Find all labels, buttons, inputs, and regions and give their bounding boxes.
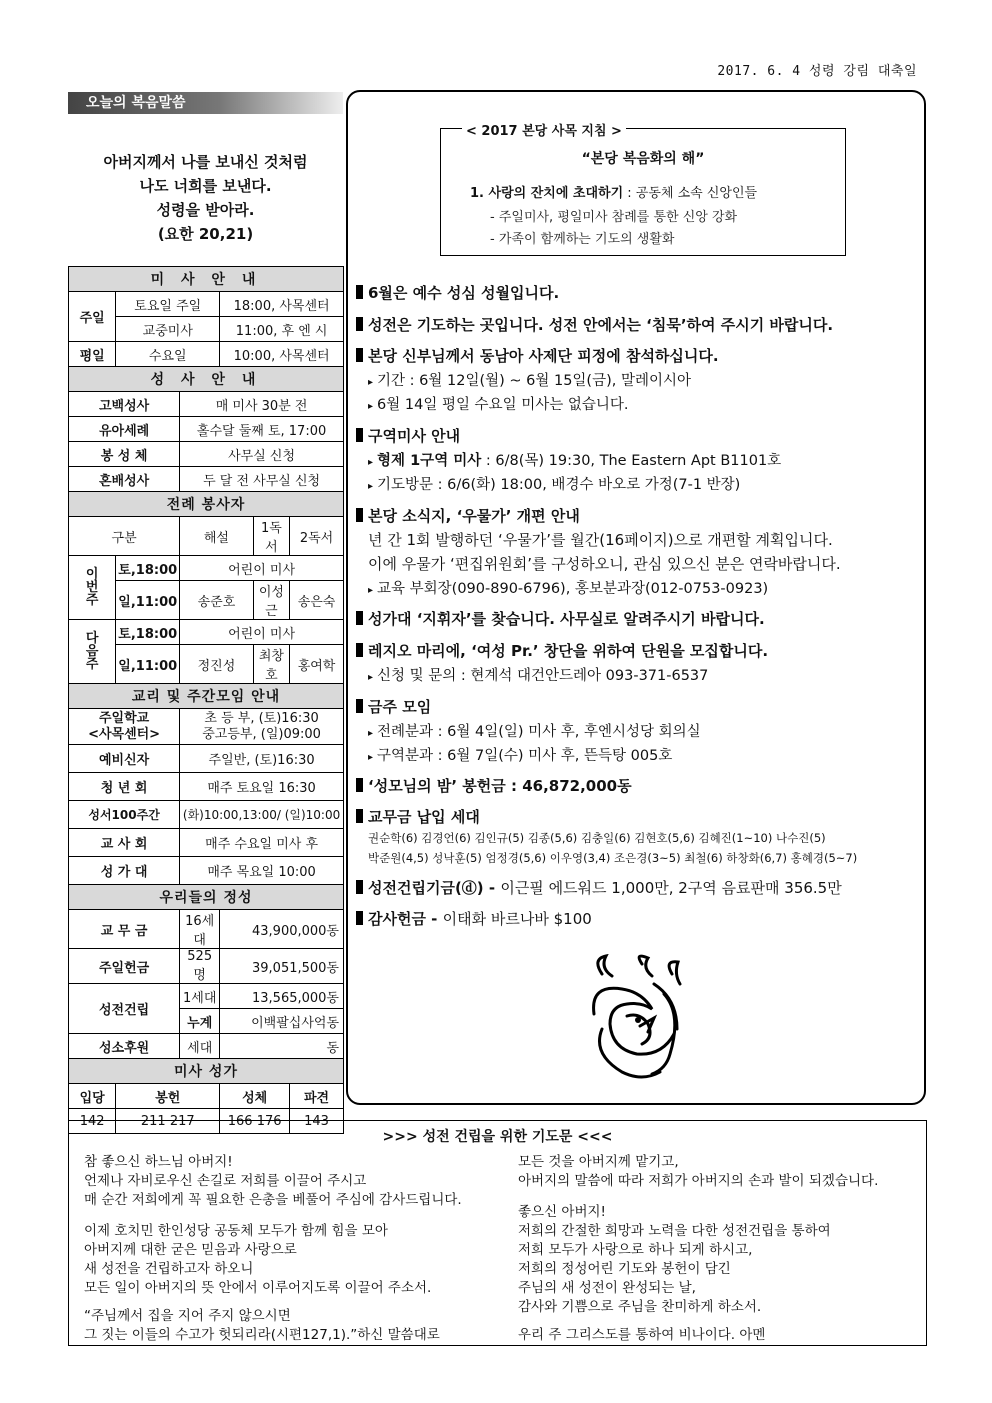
liturgy-merged: 어린이 미사 [180, 620, 344, 645]
hymns-title: 미사 성가 [69, 1059, 344, 1084]
bullet-square-icon [356, 880, 363, 894]
liturgy-time: 토,18:00 [116, 556, 180, 581]
mass-name: 수요일 [116, 342, 220, 367]
triangle-bullet-icon: ▸ [368, 481, 374, 492]
sunday-label: 주일 [69, 292, 116, 342]
hymn-header: 입당 [69, 1084, 116, 1109]
prayer-line: 새 성전을 건립하고자 하오니 [84, 1261, 254, 1277]
meeting-label [69, 709, 180, 745]
sacrament-label: 봉 성 체 [69, 442, 180, 467]
offering-count: 누계 [180, 1009, 220, 1034]
bulletin-date: 2017. 6. 4 성령 강림 대축일 [717, 64, 917, 79]
mass-info-title: 미 사 안 내 [69, 267, 344, 292]
hymn-number: 143 [290, 1109, 344, 1134]
bullet-square-icon [356, 809, 363, 823]
notice-text: ‘성모님의 밤’ 봉헌금 : 46,872,000동 [368, 777, 632, 795]
sacrament-value: 두 달 전 사무실 신청 [180, 467, 344, 492]
sacrament-label: 혼배성사 [69, 467, 180, 492]
policy-item-rest: : 공동체 소속 신앙인들 [623, 186, 758, 201]
triangle-bullet-icon: ▸ [368, 728, 374, 739]
offering-count: 525명 [180, 949, 220, 984]
mass-time: 11:00, 후 엔 시 [220, 317, 344, 342]
sacrament-value: 사무실 신청 [180, 442, 344, 467]
offering-amount: 13,565,000동 [220, 984, 344, 1009]
holy-spirit-dove-icon [582, 954, 692, 1084]
meeting-value: 주일반, (토)16:30 [180, 745, 344, 773]
policy-item [470, 182, 757, 201]
prayer-line: 저희의 간절한 희망과 노력을 다한 성전건립을 통하여 [518, 1223, 831, 1239]
prayer-line: 우리 주 그리스도를 통하여 비나이다. 아멘 [518, 1327, 766, 1343]
triangle-bullet-icon: ▸ [368, 377, 374, 388]
meeting-value: 매주 수요일 미사 후 [180, 829, 344, 857]
notice-detail-text: 신청 및 문의 : 현계석 대건안드레아 093-371-6537 [377, 668, 709, 684]
liturgy-reader-2: 송은숙 [290, 581, 344, 620]
notice-heading [356, 314, 833, 335]
offering-label: 교 무 금 [69, 910, 180, 949]
notice-detail-text: 구역분과 : 6월 7일(수) 미사 후, 뜬득탕 005호 [377, 748, 673, 764]
meeting-value: (화)10:00,13:00/ (일)10:00 [180, 801, 344, 829]
offering-amount: 39,051,500동 [220, 949, 344, 984]
notice-heading [356, 806, 480, 827]
prayer-line: 매 순간 저희에게 꼭 필요한 은총을 베풀어 주심에 감사드립니다. [84, 1192, 462, 1208]
notice-detail-text: 이에 우물가 ‘편집위원회’를 구성하오니, 관심 있으신 분은 연락바랍니다. [368, 555, 841, 573]
prayer-line: 저희의 정성어린 기도와 봉헌이 담긴 [518, 1261, 731, 1277]
meeting-label-line: 주일학교 [98, 710, 150, 726]
meeting-value: 매주 목요일 10:00 [180, 857, 344, 885]
gospel-title: 오늘의 복음말씀 [68, 92, 343, 114]
meeting-label: 청 년 회 [69, 773, 180, 801]
sacrament-label: 유아세례 [69, 417, 180, 442]
prayer-line: 모든 것을 아버지께 맡기고, [518, 1154, 679, 1170]
meeting-value [180, 709, 344, 745]
liturgy-time: 일,11:00 [116, 581, 180, 620]
meeting-label: 성서100주간 [69, 801, 180, 829]
prayer-line: 그 짓는 이들의 수고가 헛되리라(시편127,1).”하신 말씀대로 [84, 1327, 440, 1343]
mass-time: 10:00, 사목센터 [220, 342, 344, 367]
notice-detail-text: 전례분과 : 6월 4일(일) 미사 후, 후엔시성당 회의실 [377, 724, 701, 740]
gospel-reference: (요한 20,21) [157, 225, 254, 243]
triangle-bullet-icon: ▸ [368, 457, 374, 468]
triangle-bullet-icon: ▸ [368, 752, 374, 763]
hymn-number: 166 176 [220, 1109, 290, 1134]
hymn-number: 211 217 [116, 1109, 220, 1134]
mass-time: 18:00, 사목센터 [220, 292, 344, 317]
liturgy-title: 전례 봉사자 [69, 492, 344, 517]
notice-detail [368, 664, 708, 685]
notice-detail [368, 744, 672, 765]
notice-heading [356, 775, 632, 796]
gospel-line: 나도 너희를 보낸다. [139, 177, 272, 195]
meeting-value-line: 중고등부, (일)09:00 [202, 726, 321, 742]
offering-label: 주일헌금 [69, 949, 180, 984]
triangle-bullet-icon: ▸ [368, 672, 374, 683]
sacrament-label: 고백성사 [69, 392, 180, 417]
prayer-line: 모든 일이 아버지의 뜻 안에서 이루어지도록 이끌어 주소서. [84, 1280, 432, 1296]
notice-heading [356, 696, 431, 717]
tithe-names: 권순학(6) 김경언(6) 김인규(5) 김종(5,6) 김충일(6) 김현호(5,6) 김혜진(1~10) 나수진(5) [368, 831, 826, 845]
hymn-header: 성체 [220, 1084, 290, 1109]
liturgy-merged: 어린이 미사 [180, 556, 344, 581]
bullet-square-icon [356, 911, 363, 925]
notice-detail-text: 기간 : 6월 12일(월) ~ 6월 15일(금), 말레이시아 [377, 373, 692, 389]
notice-heading [356, 908, 592, 929]
prayer-line: 아버지께 대한 굳은 믿음과 사랑으로 [84, 1242, 297, 1258]
liturgy-time: 일,11:00 [116, 645, 180, 684]
notice-detail-bold: 형제 1구역 미사 [377, 453, 482, 469]
notice-detail [368, 473, 740, 494]
offering-amount: 이백팔십사억동 [220, 1009, 344, 1034]
notice-heading [356, 505, 580, 526]
triangle-bullet-icon: ▸ [368, 401, 374, 412]
prayer-line: “주님께서 집을 지어 주지 않으시면 [84, 1308, 291, 1324]
notice-text: 본당 신부님께서 동남아 사제단 피정에 참석하십니다. [368, 347, 719, 365]
notice-text: 본당 소식지, ‘우물가’ 개편 안내 [368, 507, 580, 525]
notice-detail-text: 년 간 1회 발행하던 ‘우물가’를 월간(16페이지)으로 개편할 계획입니다. [368, 531, 833, 549]
bullet-square-icon [356, 643, 363, 657]
week-label-vertical: 다 음 주 [85, 631, 99, 672]
meeting-value: 매주 토요일 16:30 [180, 773, 344, 801]
offering-label: 성전건립 [69, 984, 180, 1034]
offerings-title: 우리들의 정성 [69, 885, 344, 910]
notice-detail-text: 6월 14일 평일 수요일 미사는 없습니다. [377, 397, 629, 413]
offering-label: 성소후원 [69, 1034, 180, 1059]
notice-text: 레지오 마리에, ‘여성 Pr.’ 창단을 위하여 단원을 모집합니다. [368, 642, 769, 660]
notice-heading [356, 877, 842, 898]
meeting-label-line: <사목센터> [88, 726, 161, 742]
prayer-line: 감사와 기쁨으로 주님을 찬미하게 하소서. [518, 1299, 762, 1315]
triangle-bullet-icon: ▸ [368, 585, 374, 596]
prayer-line: 아버지의 말씀에 따라 저희가 아버지의 손과 발이 되겠습니다. [518, 1173, 879, 1189]
notice-detail [368, 369, 691, 390]
liturgy-reader-1: 최창호 [253, 645, 289, 684]
prayer-line: 참 좋으신 하느님 아버지! [84, 1154, 233, 1170]
notice-text: 6월은 예수 성심 성월입니다. [368, 284, 560, 302]
bullet-square-icon [356, 508, 363, 522]
notice-detail-text: : 6/8(목) 19:30, The Eastern Apt B1101호 [481, 453, 782, 469]
bullet-square-icon [356, 285, 363, 299]
bullet-square-icon [356, 428, 363, 442]
prayer-line: 이제 호치민 한인성당 공동체 모두가 함께 힘을 모아 [84, 1223, 388, 1239]
prayer-line: 주님의 새 성전이 완성되는 날, [518, 1280, 696, 1296]
notice-heading [356, 640, 768, 661]
gospel-line: 아버지께서 나를 보내신 것처럼 [103, 153, 308, 171]
notice-heading [356, 282, 559, 303]
notice-text-bold: 성전건립기금(ⓓ) - [368, 879, 501, 897]
meetings-title: 교리 및 주간모임 안내 [69, 684, 344, 709]
notice-detail [368, 720, 701, 741]
meeting-label: 성 가 대 [69, 857, 180, 885]
notice-text: 이근필 에드워드 1,000만, 2구역 음료판매 356.5만 [500, 879, 842, 897]
tithe-names: 박준원(4,5) 성낙훈(5) 엄정경(5,6) 이우영(3,4) 조은경(3~5) 최철(6) 하창화(6,7) 홍혜경(5~7) [368, 851, 858, 865]
gospel-text [68, 150, 343, 246]
sacrament-value: 매 미사 30분 전 [180, 392, 344, 417]
notice-text: 이태화 바르나바 $100 [442, 910, 592, 928]
sacrament-info-title: 성 사 안 내 [69, 367, 344, 392]
mass-name: 교중미사 [116, 317, 220, 342]
notice-heading [356, 345, 719, 366]
hymn-header: 파견 [290, 1084, 344, 1109]
meeting-value-line: 초 등 부, (토)16:30 [204, 710, 319, 726]
info-table [68, 266, 344, 1134]
policy-motto: “본당 복음화의 해” [581, 151, 705, 167]
gospel-line: 성령을 받아라. [156, 201, 255, 219]
liturgy-header: 2독서 [290, 517, 344, 556]
liturgy-header: 구분 [69, 517, 180, 556]
policy-sub: - 가족이 함께하는 기도의 생활화 [490, 232, 675, 247]
bullet-square-icon [356, 699, 363, 713]
sacrament-value: 홀수달 둘째 토, 17:00 [180, 417, 344, 442]
offering-amount: 동 [220, 1034, 344, 1059]
this-week-label [69, 556, 116, 620]
offering-count: 16세대 [180, 910, 220, 949]
meeting-label: 예비신자 [69, 745, 180, 773]
liturgy-header: 1독서 [253, 517, 289, 556]
notice-heading [356, 425, 460, 446]
meeting-label: 교 사 회 [69, 829, 180, 857]
hymn-number: 142 [69, 1109, 116, 1134]
notice-detail [368, 449, 781, 470]
notice-text: 교무금 납입 세대 [368, 808, 480, 826]
offering-amount: 43,900,000동 [220, 910, 344, 949]
liturgy-reader-1: 이성근 [253, 581, 289, 620]
bullet-square-icon [356, 348, 363, 362]
notice-detail-text: 기도방문 : 6/6(화) 18:00, 배경수 바오로 가정(7-1 반장) [377, 477, 741, 493]
offering-count: 1세대 [180, 984, 220, 1009]
notice-detail [368, 393, 628, 414]
notice-text: 성전은 기도하는 곳입니다. 성전 안에서는 ‘침묵’하여 주시기 바랍니다. [368, 316, 834, 334]
mass-name: 토요일 주일 [116, 292, 220, 317]
next-week-label [69, 620, 116, 684]
prayer-line: 저희 모두가 사랑으로 하나 되게 하시고, [518, 1242, 753, 1258]
liturgy-commentator: 송준호 [180, 581, 254, 620]
notice-detail-text: 교육 부회장(090-890-6796), 홍보분과장(012-0753-0923) [377, 581, 769, 597]
notice-text: 구역미사 안내 [368, 427, 461, 445]
hymn-header: 봉헌 [116, 1084, 220, 1109]
policy-title: < 2017 본당 사목 지침 > [462, 120, 626, 139]
liturgy-reader-2: 홍여학 [290, 645, 344, 684]
offering-count: 세대 [180, 1034, 220, 1059]
bullet-square-icon [356, 317, 363, 331]
notice-heading [356, 608, 765, 629]
bullet-square-icon [356, 611, 363, 625]
bullet-square-icon [356, 778, 363, 792]
liturgy-time: 토,18:00 [116, 620, 180, 645]
notice-detail [368, 577, 768, 598]
week-label-vertical: 이 번 주 [85, 567, 99, 608]
policy-sub: - 주일미사, 평일미사 참례를 통한 신앙 강화 [490, 210, 738, 225]
notice-text: 성가대 ‘지휘자’를 찾습니다. 사무실로 알려주시기 바랍니다. [368, 610, 765, 628]
liturgy-header: 해설 [180, 517, 254, 556]
prayer-line: 언제나 자비로우신 손길로 저희를 이끌어 주시고 [84, 1173, 367, 1189]
prayer-title: >>> 성전 건립을 위한 기도문 <<< [382, 1129, 613, 1145]
prayer-line: 좋으신 아버지! [518, 1204, 606, 1220]
notice-text: 금주 모임 [368, 698, 432, 716]
liturgy-commentator: 정진성 [180, 645, 254, 684]
weekday-label: 평일 [69, 342, 116, 367]
policy-item-bold: 1. 사랑의 잔치에 초대하기 [470, 186, 624, 201]
notice-text-bold: 감사헌금 - [368, 910, 443, 928]
